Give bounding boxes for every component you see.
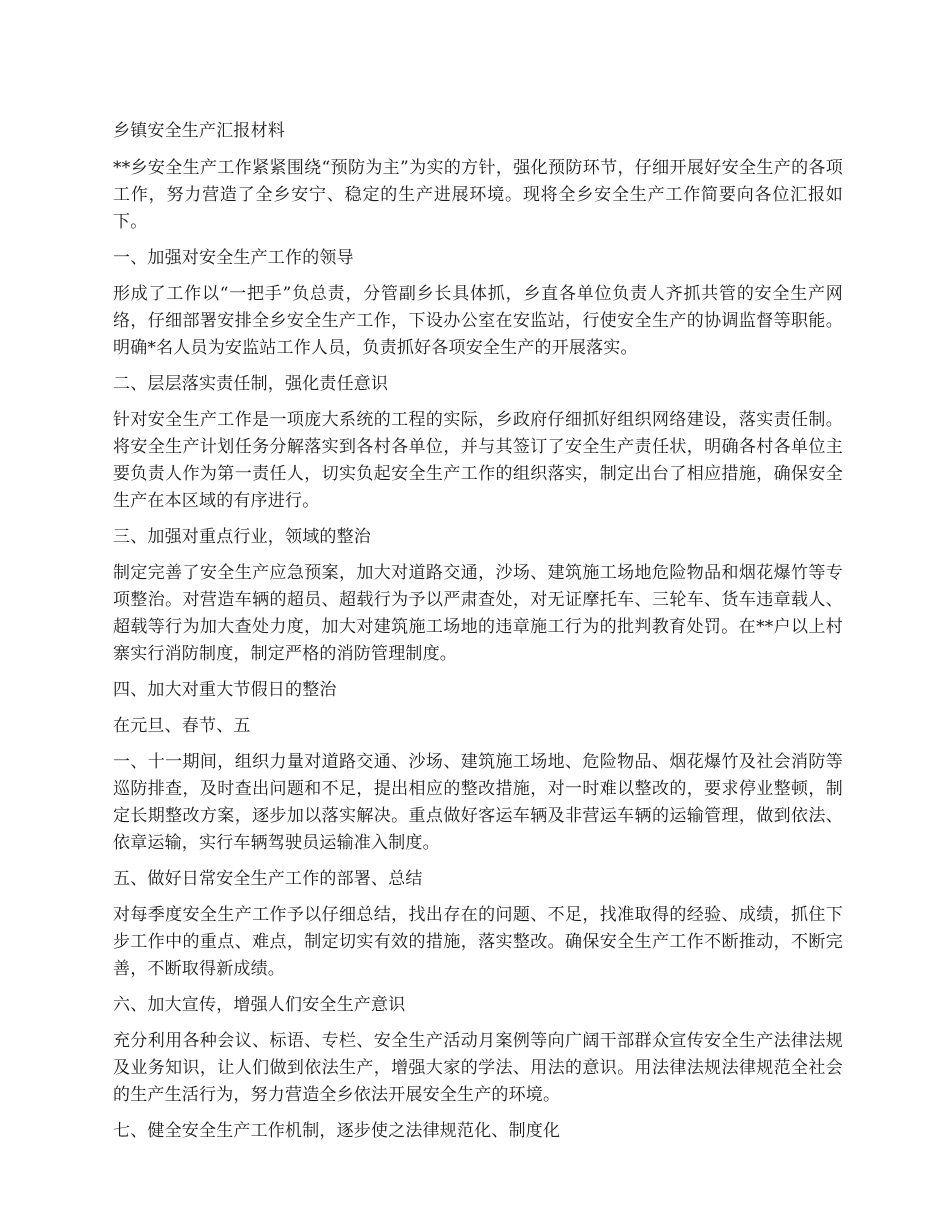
section-body-2: 针对安全生产工作是一项庞大系统的工程的实际，乡政府仔细抓好组织网络建设，落实责任制。将安全生产计划任务分解落实到各村各单位，并与其签订了安全生产责任状，明确各村各单位主要负责人作为第一责任人，切实负起安全生产工作的组织落实，制定出台了相应措施，确保安全生产在本区域的有序进行。 <box>113 410 843 511</box>
document-title: 乡镇安全生产汇报材料 <box>113 121 285 141</box>
section-body-1: 形成了工作以“一把手”负总责，分管副乡长具体抓，乡直各单位负责人齐抓共管的安全生产网络，仔细部署安排全乡安全生产工作，下设办公室在安监站，行使安全生产的协调监督等职能。明确*名人员为安监站工作人员，负责抓好各项安全生产的开展落实。 <box>113 284 843 358</box>
section-heading-3: 三、加强对重点行业，领域的整治 <box>113 527 371 547</box>
section-heading-6: 六、加大宣传，增强人们安全生产意识 <box>113 995 406 1015</box>
section-heading-1: 一、加强对安全生产工作的领导 <box>113 248 354 268</box>
section-body-4: 一、十一期间，组织力量对道路交通、沙场、建筑施工场地、危险物品、烟花爆竹及社会消防等巡防排查，及时查出问题和不足，提出相应的整改措施，对一时难以整改的，要求停业整顿，制定长期整改方案，逐步加以落实解决。重点做好客运车辆及非营运车辆的运输管理，做到依法、依章运输，实行车辆驾驶员运输准入制度。 <box>113 752 843 853</box>
document-page <box>113 118 843 1154</box>
section-heading-4: 四、加大对重大节假日的整治 <box>113 680 337 700</box>
section-heading-2: 二、层层落实责任制，强化责任意识 <box>113 374 389 394</box>
section-body-5: 对每季度安全生产工作予以仔细总结，找出存在的问题、不足，找准取得的经验、成绩，抓住下步工作中的重点、难点，制定切实有效的措施，落实整改。确保安全生产工作不断推动，不断完善，不断取得新成绩。 <box>113 905 843 979</box>
section-heading-5: 五、做好日常安全生产工作的部署、总结 <box>113 869 423 889</box>
section-heading-7: 七、健全安全生产工作机制，逐步使之法律规范化、制度化 <box>113 1121 561 1141</box>
section-body-6: 充分利用各种会议、标语、专栏、安全生产活动月案例等向广阔干部群众宣传安全生产法律法规及业务知识，让人们做到依法生产，增强大家的学法、用法的意识。用法律法规法律规范全社会的生产生活行为，努力营造全乡依法开展安全生产的环境。 <box>113 1031 843 1105</box>
section-fragment-4: 在元旦、春节、五 <box>113 716 251 736</box>
section-body-3: 制定完善了安全生产应急预案，加大对道路交通，沙场、建筑施工场地危险物品和烟花爆竹等专项整治。对营造车辆的超员、超载行为予以严肃查处，对无证摩托车、三轮车、货车违章载人、超载等行为加大查处力度，加大对建筑施工场地的违章施工行为的批判教育处罚。在**户以上村寨实行消防制度，制定严格的消防管理制度。 <box>113 563 843 664</box>
paragraph-intro: **乡安全生产工作紧紧围绕“预防为主”为实的方针，强化预防环节，仔细开展好安全生产的各项工作，努力营造了全乡安宁、稳定的生产进展环境。现将全乡安全生产工作简要向各位汇报如下。 <box>113 158 843 232</box>
